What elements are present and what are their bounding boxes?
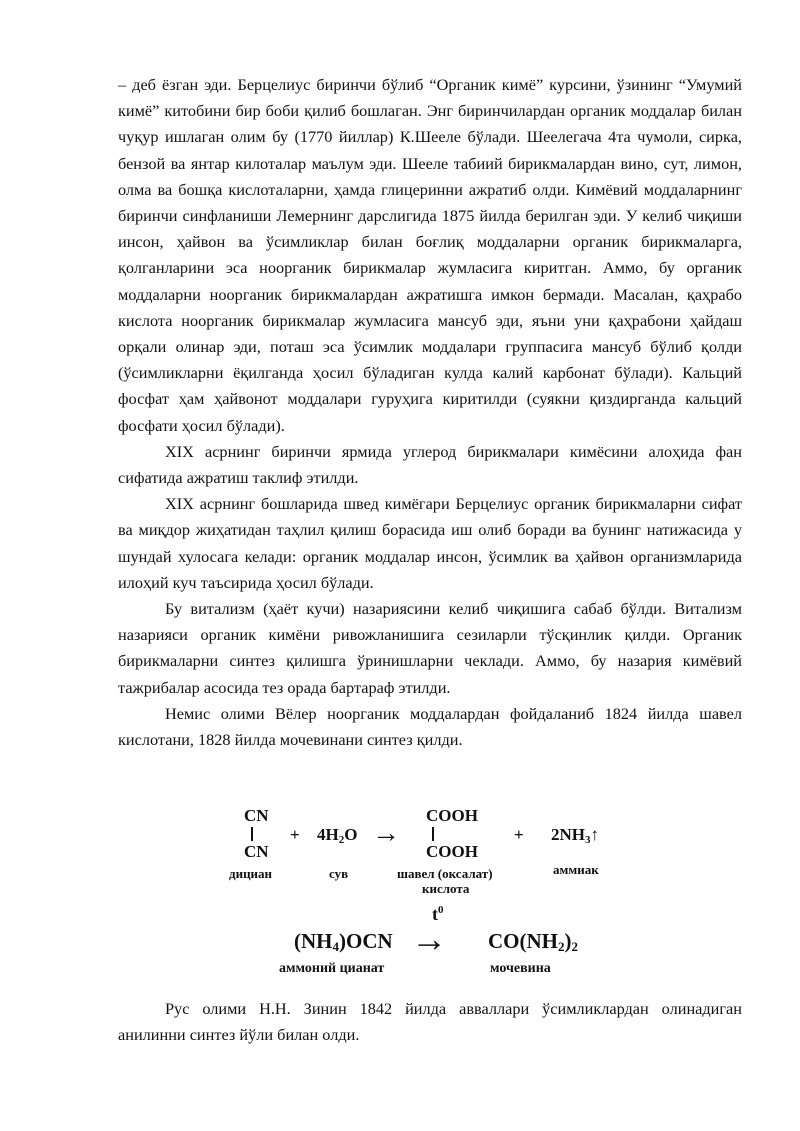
ammonium-cyanate-formula: $(NH_4)OCN$: [294, 929, 393, 954]
label-ammonium-cyanate: аммоний цианат: [279, 961, 385, 976]
paragraph-wohler-synthesis: Немис олими Вёлер ноорганик моддалардан фойдаланиб 1824 йилда шавел кислотани, 1828 йилда мочевинани синтез қилди.: [118, 703, 742, 750]
product-cooh-top: COOH: [426, 806, 478, 825]
reaction-arrow: →: [372, 818, 400, 849]
ammonia-formula: $2NH_3↑$: [551, 825, 599, 846]
product-cooh-bottom: COOH: [426, 842, 478, 861]
reaction-arrow: →: [411, 919, 447, 959]
paragraph-berzelius-analysis: XIX асрнинг бошларида швед кимёгари Берцелиус органик бирикмаларни сифат ва миқдор жиҳатидан таҳлил қилиш борасида иш олиб боради ва бунинг натижасида у шундай хулосага келади: органик моддалар инсон, ўсимлик ва ҳайвон организмларида илоҳий куч таъсирида ҳосил бўлади.: [118, 494, 742, 592]
label-oxalic-acid-line2: кислота: [422, 881, 470, 896]
single-bond-line: [251, 827, 253, 841]
paragraph-zinin-aniline: Рус олими Н.Н. Зинин 1842 йилда авваллари ўсимликлардан олинадиган анилинни синтез йўли билан олди.: [118, 999, 742, 1045]
reactant-cn-top: CN: [244, 806, 269, 825]
water-formula: $4H_2O$: [317, 825, 358, 846]
reactant-cn-bottom: CN: [244, 842, 269, 861]
label-oxalic-acid-line1: шавел (оксалат): [397, 866, 493, 881]
heat-condition: $t^0$: [432, 904, 444, 924]
paragraph-berzelius-scheele: – деб ёзган эди. Берцелиус биринчи бўлиб “Органик кимё” курсини, ўзининг “Умумий кимё” китобини бир боби қилиб бошлаган. Энг биринчилардан органик моддалар билан чуқур ишлаган олим бу (1770 йиллар) К.Шееле бўлади. Шеелегача 4та чумоли, сирка, бензой ва янтар килоталар маълум эди. Шееле табиий бирикмалардан вино, сут, лимон, олма ва бошқа кислоталарни, ҳамда глицеринни ажратиб олди. Кимёвий моддаларнинг биринчи синфланиши Лемернинг дарслигида 1875 йилда берилган эди. У келиб чиқиши инсон, ҳайвон ва ўсимликлар билан боғлиқ моддаларни органик бирикмаларга, қолганларини эса ноорганик бирикмалар жумласига киритган. Аммо, бу органик моддаларни ноорганик бирикмалардан ажратишга имкон бермади. Масалан, қаҳрабо кислота ноорганик бирикмалар жумласига мансуб эди, яъни уни қаҳрабони ҳайдаш орқали олинар эди, поташ эса ўсимлик моддалари группасига мансуб бўлиб қолди (ўсимликларни ёқилганда ҳосил бўладиган кулда калий карбонат бўлади). Кальций фосфат ҳам ҳайвонот моддалари гуруҳига киритилди (суякни қиздирганда кальций фосфати ҳосил бўлади).: [118, 75, 742, 435]
plus-sign: +: [514, 825, 524, 844]
urea-formula: $CO(NH_2)_2$: [488, 929, 578, 954]
label-dicyan: дициан: [229, 866, 273, 881]
label-urea: мочевина: [490, 961, 551, 976]
paragraph-carbon-compounds: XIX асрнинг биринчи ярмида углерод бирикмалари кимёсини алоҳида фан сифатида ажратиш таклиф этилди.: [118, 441, 742, 488]
plus-sign: +: [290, 825, 300, 844]
single-bond-line: [432, 827, 434, 841]
paragraph-vitalism: Бу витализм (ҳаёт кучи) назариясини келиб чиқишига сабаб бўлди. Витализм назарияси органик кимёни ривожланишига сезиларли тўсқинлик қилди. Органик бирикмаларни синтез қилишга ўринишларни чеклади. Аммо, бу назария кимёвий тажрибалар асосида тез орада бартараф этилди.: [118, 599, 742, 697]
label-ammonia: аммиак: [553, 862, 599, 877]
label-water: сув: [329, 866, 349, 881]
gas-release-arrow-icon: ↑: [590, 825, 599, 844]
